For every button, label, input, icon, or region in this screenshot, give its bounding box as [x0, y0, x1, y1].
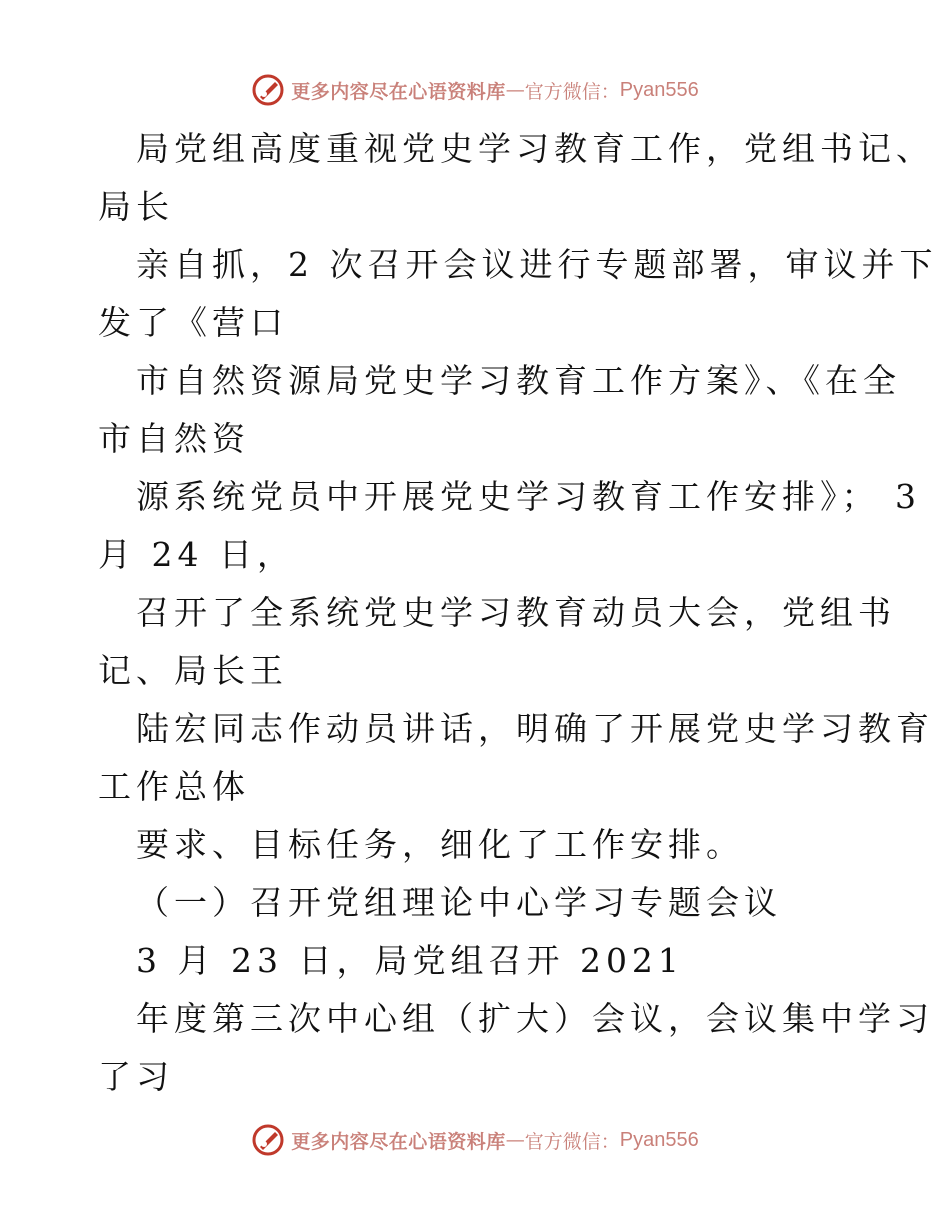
- body-line: 了习: [98, 1057, 174, 1096]
- document-body: [98, 120, 938, 1106]
- body-line: 年度第三次中心组（扩大）会议，会议集中学习: [136, 999, 934, 1038]
- watermark-separator: —: [505, 79, 525, 101]
- watermark-wechat-label: 官方微信：: [524, 1130, 620, 1153]
- body-line: 召开了全系统党史学习教育动员大会，党组书: [136, 593, 896, 632]
- body-line: 亲自抓，2 次召开会议进行专题部署，审议并下: [136, 245, 938, 284]
- body-line: 市自然资源局党史学习教育工作方案》、《在全: [136, 361, 901, 400]
- watermark-group: [251, 1123, 699, 1157]
- watermark-text: 更多内容尽在心语资料库: [291, 80, 506, 103]
- footer-watermark: [0, 1118, 950, 1162]
- body-line: 市自然资: [98, 419, 250, 458]
- body-line: 局长: [98, 187, 174, 226]
- body-line: 源系统党员中开展党史学习教育工作安排》； 3: [136, 477, 921, 516]
- watermark-wechat-id: Pyan556: [619, 78, 699, 101]
- body-line: 局党组高度重视党史学习教育工作，党组书记、: [136, 129, 934, 168]
- watermark-wechat-label: 官方微信：: [524, 80, 620, 103]
- watermark-text: 更多内容尽在心语资料库: [291, 1130, 506, 1153]
- body-line: 月 24 日，: [98, 535, 295, 574]
- body-line: 记、局长王: [98, 651, 288, 690]
- body-line: 3 月 23 日，局党组召开 2021: [136, 941, 684, 980]
- pen-logo-icon: [251, 1123, 285, 1157]
- pen-logo-icon: [251, 73, 285, 107]
- body-line: 陆宏同志作动员讲话，明确了开展党史学习教育: [136, 709, 934, 748]
- watermark-separator: —: [505, 1129, 525, 1151]
- watermark-wechat-id: Pyan556: [619, 1128, 699, 1151]
- body-line: （一）召开党组理论中心学习专题会议: [136, 883, 782, 922]
- body-line: 工作总体: [98, 767, 250, 806]
- body-line: 要求、目标任务，细化了工作安排。: [136, 825, 744, 864]
- body-line: 发了《营口: [98, 303, 288, 342]
- watermark-group: [251, 73, 699, 107]
- header-watermark: [0, 68, 950, 112]
